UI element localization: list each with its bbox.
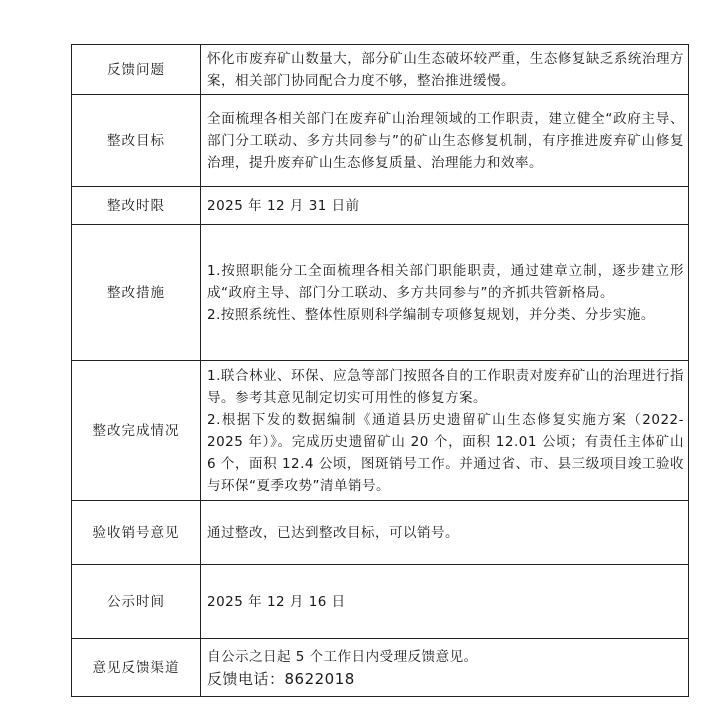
label-publicity-time: 公示时间: [72, 565, 201, 639]
row-rectification-goal: [72, 95, 689, 187]
content-completion-status: [201, 361, 689, 501]
measures-paragraph: 2.按照系统性、整体性原则科学编制专项修复规划，并分类、分步实施。: [207, 306, 655, 323]
rectification-table: [71, 44, 689, 697]
content-feedback-channel: [201, 639, 689, 697]
completion-paragraph: 2.根据下发的数据编制《通道县历史遗留矿山生态修复实施方案（2022-2025 年）》。完成历史遗留矿山 20 个，面积 12.01 公顷；有责任主体矿山 6 个，面积 12.4 公顷，图斑销号工作。并通过省、市、县三级项目竣工验收与环保“夏季攻势”清单销号。: [207, 411, 684, 494]
row-feedback-channel: [72, 639, 689, 697]
content-feedback-issue: 怀化市废弃矿山数量大，部分矿山生态破坏较严重，生态修复缺乏系统治理方案，相关部门协同配合力度不够，整治推进缓慢。: [201, 45, 689, 95]
row-measures: [72, 225, 689, 361]
content-publicity-time: 2025 年 12 月 16 日: [201, 565, 689, 639]
row-publicity-time: [72, 565, 689, 639]
label-completion-status: 整改完成情况: [72, 361, 201, 501]
measures-paragraph: 1.按照职能分工全面梳理各相关部门职能职责，通过建章立制，逐步建立形成“政府主导、部门分工联动、多方共同参与”的齐抓共管新格局。: [207, 262, 684, 301]
label-feedback-issue: 反馈问题: [72, 45, 201, 95]
row-deadline: [72, 187, 689, 225]
label-feedback-channel: 意见反馈渠道: [72, 639, 201, 697]
content-rectification-goal: 全面梳理各相关部门在废弃矿山治理领域的工作职责，建立健全“政府主导、部门分工联动、多方共同参与”的矿山生态修复机制，有序推进废弃矿山修复治理，提升废弃矿山生态修复质量、治理能力和效率。: [201, 95, 689, 187]
completion-paragraph: 1.联合林业、环保、应急等部门按照各自的工作职责对废弃矿山的治理进行指导。参考其意见制定切实可用性的修复方案。: [207, 367, 684, 406]
row-completion-status: [72, 361, 689, 501]
content-measures: [201, 225, 689, 361]
label-measures: 整改措施: [72, 225, 201, 361]
feedback-channel-note: 自公示之日起 5 个工作日内受理反馈意见。: [207, 648, 478, 665]
label-rectification-goal: 整改目标: [72, 95, 201, 187]
label-deadline: 整改时限: [72, 187, 201, 225]
label-acceptance-opinion: 验收销号意见: [72, 501, 201, 565]
row-acceptance-opinion: [72, 501, 689, 565]
content-acceptance-opinion: 通过整改，已达到整改目标，可以销号。: [201, 501, 689, 565]
feedback-phone: 反馈电话：8622018: [207, 669, 355, 688]
content-deadline: 2025 年 12 月 31 日前: [201, 187, 689, 225]
row-feedback-issue: [72, 45, 689, 95]
